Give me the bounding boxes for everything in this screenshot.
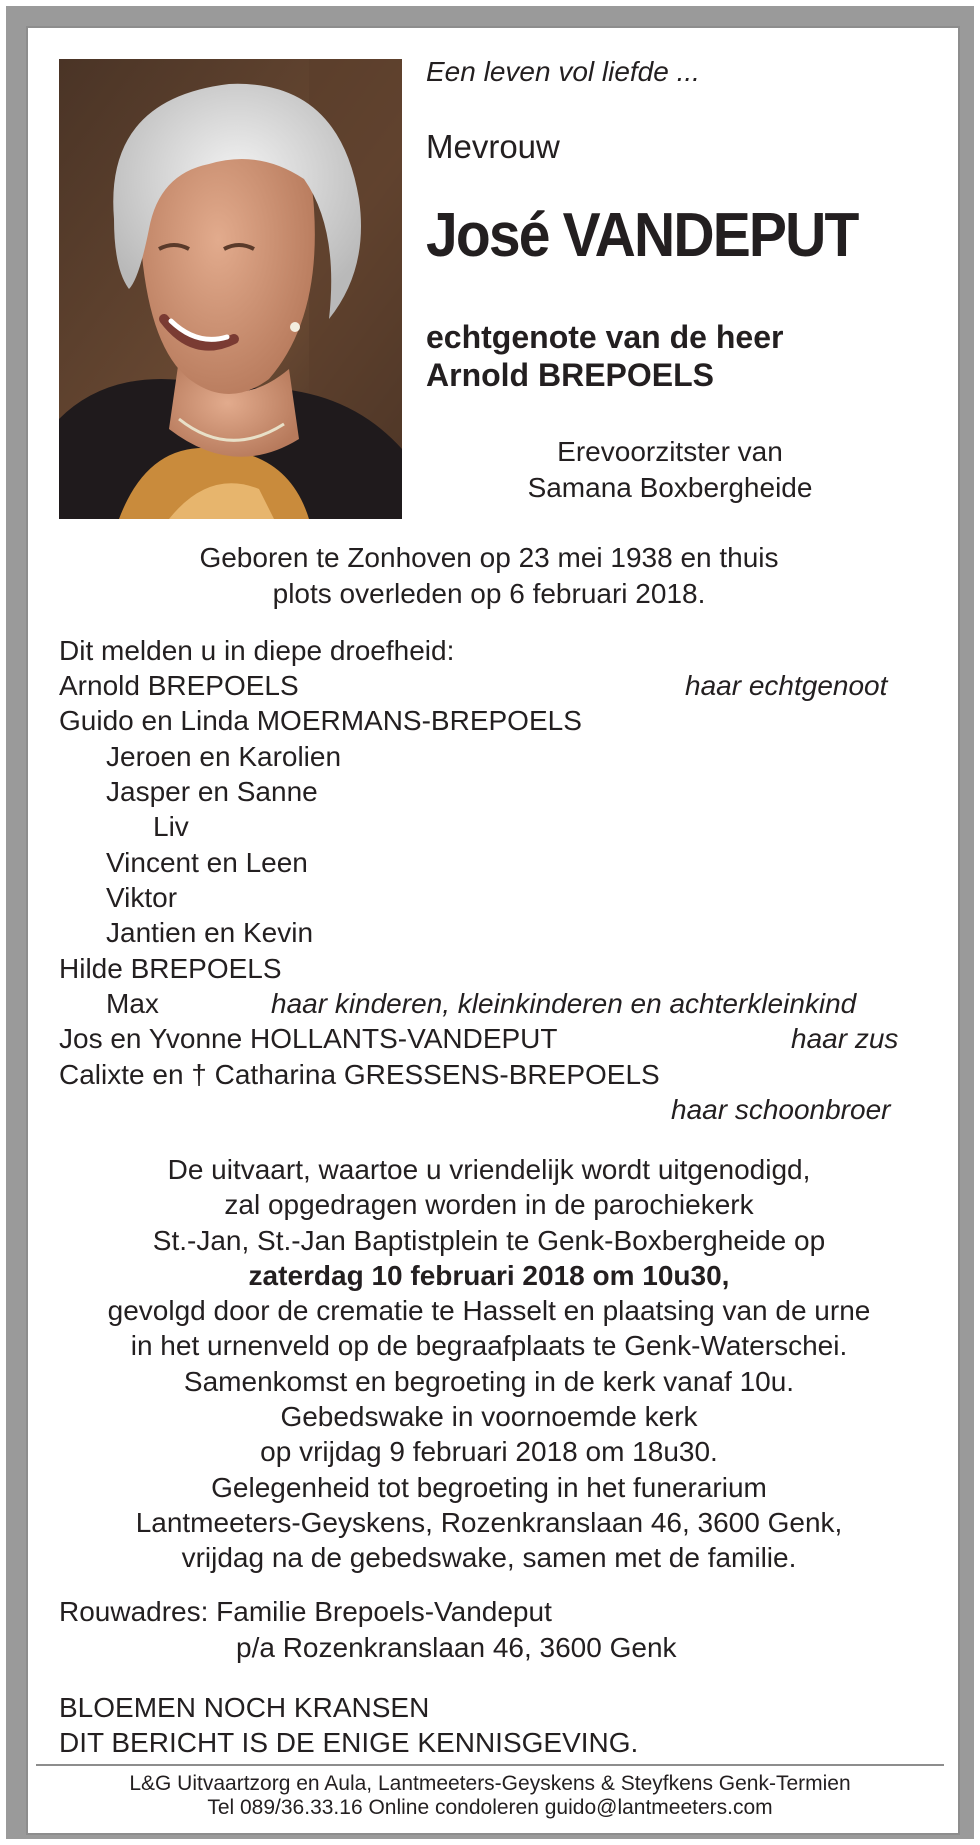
funeral-home-footer <box>36 1772 944 1820</box>
funeral-line: zal opgedragen worden in de parochiekerk <box>224 1189 754 1221</box>
role-spouse: haar echtgenoot <box>685 670 888 701</box>
funeral-line: De uitvaart, waartoe u vriendelijk wordt uitgenodigd, <box>167 1154 811 1185</box>
honor-line-1: Erevoorzitster van <box>557 436 783 467</box>
mourning-address-line-1: Rouwadres: Familie Brepoels-Vandeput <box>59 1596 552 1627</box>
notice-line-2: DIT BERICHT IS DE ENIGE KENNISGEVING. <box>59 1727 639 1758</box>
honor-line-2: Samana Boxbergheide <box>527 471 813 503</box>
spouse-line-2: Arnold BREPOELS <box>426 357 715 394</box>
footer-line-1: L&G Uitvaartzorg en Aula, Lantmeeters-Geyskens & Steyfkens Genk-Termien <box>129 1772 851 1795</box>
birth-death-statement <box>59 540 919 611</box>
funeral-line: gevolgd door de crematie te Hasselt en plaatsing van de urne <box>107 1295 871 1327</box>
funeral-line: Gebedswake in voornoemde kerk <box>280 1401 698 1433</box>
notice-line-1: BLOEMEN NOCH KRANSEN <box>59 1692 430 1723</box>
mourner-row: Jos en Yvonne HOLLANTS-VANDEPUT <box>59 1023 558 1054</box>
funeral-line: St.-Jan, St.-Jan Baptistplein te Genk-Boxbergheide op <box>152 1224 826 1256</box>
funeral-line: Gelegenheid tot begroeting in het funerarium <box>211 1471 767 1503</box>
mourner-row: Jasper en Sanne <box>106 776 318 807</box>
mourner-row: Vincent en Leen <box>106 847 308 878</box>
honorary-role <box>510 434 830 505</box>
mourner-row: Calixte en † Catharina GRESSENS-BREPOELS <box>59 1059 660 1090</box>
mourner-row: Guido en Linda MOERMANS-BREPOELS <box>59 705 582 736</box>
birth-line-1: Geboren te Zonhoven op 23 mei 1938 en thuis <box>199 542 779 573</box>
spouse-statement <box>426 318 783 395</box>
mourner-row: Hilde BREPOELS <box>59 953 282 984</box>
funeral-details <box>59 1152 919 1576</box>
role-sister: haar zus <box>791 1023 899 1054</box>
honorific-title: Mevrouw <box>426 128 560 165</box>
birth-line-2: plots overleden op 6 februari 2018. <box>272 577 706 609</box>
mourner-row: Jeroen en Karolien <box>106 741 342 772</box>
mourning-address-line-2: p/a Rozenkranslaan 46, 3600 Genk <box>236 1632 677 1663</box>
mourner-row: Liv <box>153 811 189 842</box>
mourner-row: Jantien en Kevin <box>106 917 314 948</box>
funeral-line: vrijdag na de gebedswake, samen met de familie. <box>181 1542 797 1574</box>
mourner-row: Arnold BREPOELS <box>59 670 299 701</box>
mourners-intro: Dit melden u in diepe droefheid: <box>59 635 455 666</box>
deceased-name: José VANDEPUT <box>426 201 858 270</box>
funeral-line: op vrijdag 9 februari 2018 om 18u30. <box>260 1436 718 1468</box>
funeral-line: in het urnenveld op de begraafplaats te Genk-Waterschei. <box>130 1330 848 1362</box>
portrait-illustration <box>59 59 402 519</box>
spouse-line-1: echtgenote van de heer <box>426 319 784 355</box>
funeral-date: zaterdag 10 februari 2018 om 10u30, <box>248 1259 730 1291</box>
funeral-line: Samenkomst en begroeting in de kerk vanaf 10u. <box>183 1365 795 1397</box>
role-children: haar kinderen, kleinkinderen en achterkleinkind <box>271 988 857 1019</box>
funeral-line: Lantmeeters-Geyskens, Rozenkranslaan 46, 3600 Genk, <box>135 1506 843 1538</box>
mourner-row: Max <box>106 988 159 1019</box>
footer-divider <box>36 1764 944 1766</box>
motto: Een leven vol liefde ... <box>426 56 700 87</box>
role-brother-in-law: haar schoonbroer <box>671 1094 891 1125</box>
portrait-photo <box>59 59 402 519</box>
footer-line-2: Tel 089/36.33.16 Online condoleren guido@lantmeeters.com <box>207 1796 773 1819</box>
mourner-row: Viktor <box>106 882 178 913</box>
